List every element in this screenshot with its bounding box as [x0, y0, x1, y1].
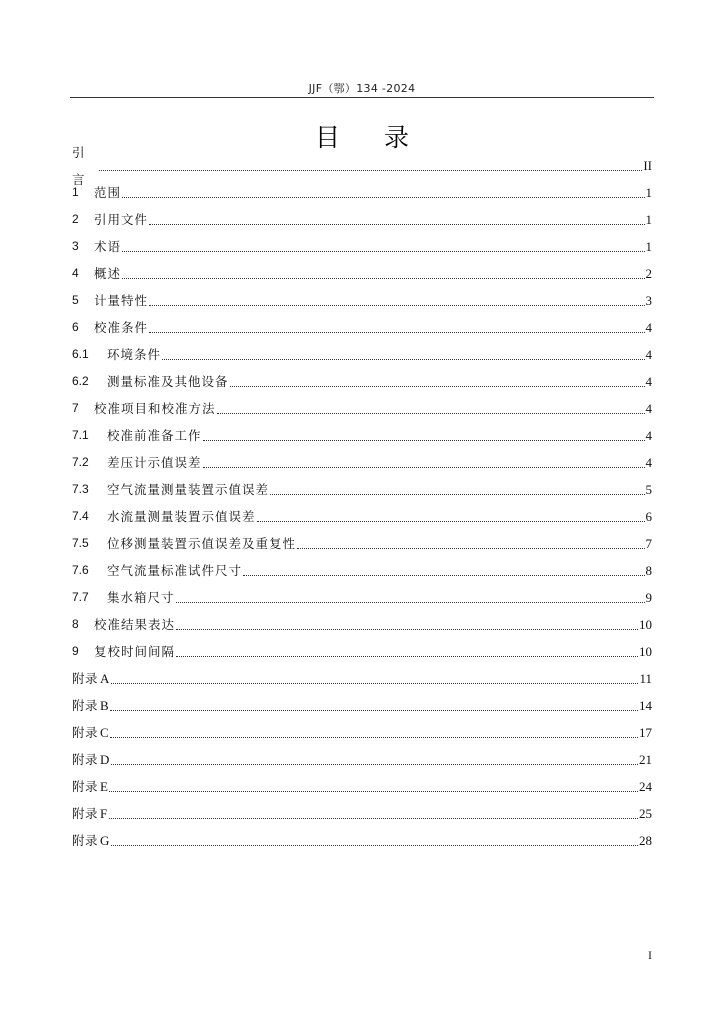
toc-entry-page-number: 2 — [645, 266, 652, 281]
toc-appendix-letter: F — [100, 806, 108, 821]
toc-dot-leader — [149, 332, 644, 333]
toc-entry-label — [94, 314, 148, 341]
toc-entry-page-number: 21 — [639, 752, 652, 767]
toc-entry-label — [72, 665, 110, 692]
toc-entry[interactable] — [72, 719, 652, 746]
toc-entry[interactable] — [72, 260, 652, 287]
toc-entry-label-text: 环境条件 — [107, 347, 162, 362]
toc-entry-number: 4 — [72, 266, 79, 280]
toc-entry-label — [107, 368, 229, 395]
toc-dot-leader — [111, 845, 638, 846]
toc-entry-page-number: 10 — [639, 617, 652, 632]
toc-entry[interactable] — [72, 692, 652, 719]
toc-entry[interactable] — [72, 611, 652, 638]
toc-entry-number: 7.1 — [72, 428, 89, 442]
toc-entry-label — [94, 611, 175, 638]
toc-entry[interactable] — [72, 206, 652, 233]
toc-dot-leader — [111, 683, 639, 684]
toc-entry[interactable] — [72, 341, 652, 368]
toc-entry-label-text: 附录 — [72, 779, 99, 794]
toc-entry[interactable] — [72, 827, 652, 854]
toc-entry-label-text: 集水箱尺寸 — [107, 590, 175, 605]
document-code-header: JJF（鄂）134 -2024 — [308, 82, 416, 95]
toc-entry-label — [94, 179, 121, 206]
toc-entry-label-text: 位移测量装置示值误差及重复性 — [107, 536, 297, 551]
toc-entry[interactable] — [72, 638, 652, 665]
toc-dot-leader — [176, 602, 645, 603]
toc-dot-leader — [99, 170, 642, 171]
toc-entry-label — [107, 530, 296, 557]
toc-appendix-letter: B — [100, 698, 110, 713]
toc-entry-number: 7.4 — [72, 509, 89, 523]
toc-entry[interactable] — [72, 773, 652, 800]
toc-entry[interactable] — [72, 368, 652, 395]
toc-dot-leader — [270, 494, 644, 495]
toc-entry-label-text: 校准前准备工作 — [107, 428, 202, 443]
toc-entry[interactable] — [72, 287, 652, 314]
toc-entry-label-text: 范围 — [94, 185, 122, 200]
toc-entry-label-text: 附录 — [72, 833, 99, 848]
toc-entry-label — [72, 692, 109, 719]
toc-dot-leader — [230, 386, 645, 387]
toc-entry[interactable] — [72, 476, 652, 503]
toc-entry-page-number: 4 — [645, 374, 652, 389]
toc-entry[interactable] — [72, 314, 652, 341]
toc-entry-page-number: 14 — [639, 698, 652, 713]
toc-entry[interactable] — [72, 665, 652, 692]
toc-entry-label-text: 附录 — [72, 698, 99, 713]
toc-entry-label — [72, 827, 110, 854]
toc-entry-number: 7.3 — [72, 482, 89, 496]
toc-appendix-letter: E — [100, 779, 109, 794]
header-divider — [70, 97, 654, 98]
toc-entry[interactable] — [72, 503, 652, 530]
toc-entry-label-text: 术语 — [94, 239, 122, 254]
toc-entry-label — [107, 341, 161, 368]
toc-entry-label-text: 计量特性 — [94, 293, 149, 308]
toc-entry-page-number: II — [643, 158, 652, 173]
toc-entry[interactable] — [72, 449, 652, 476]
toc-entry[interactable] — [72, 395, 652, 422]
toc-entry-label — [107, 557, 242, 584]
toc-entry-number: 2 — [72, 212, 79, 226]
toc-entry-label — [72, 800, 108, 827]
toc-entry-label-text: 校准条件 — [94, 320, 149, 335]
toc-dot-leader — [203, 467, 645, 468]
toc-entry[interactable] — [72, 557, 652, 584]
toc-dot-leader — [149, 224, 644, 225]
toc-entry-page-number: 3 — [645, 293, 652, 308]
toc-entry-label — [107, 449, 202, 476]
toc-entry-label — [94, 287, 148, 314]
toc-entry-number: 7.2 — [72, 455, 89, 469]
toc-dot-leader — [122, 251, 644, 252]
toc-appendix-letter: C — [100, 725, 110, 740]
toc-entry-page-number: 4 — [645, 320, 652, 335]
toc-entry-label — [107, 584, 175, 611]
footer-page-number: I — [648, 948, 652, 962]
toc-entry-label — [72, 773, 108, 800]
toc-entry[interactable] — [72, 800, 652, 827]
toc-entry-number: 6.1 — [72, 347, 89, 361]
toc-entry[interactable] — [72, 746, 652, 773]
toc-entry-label-text: 校准项目和校准方法 — [94, 401, 216, 416]
toc-entry-number: 1 — [72, 185, 79, 199]
toc-entry-number: 6 — [72, 320, 79, 334]
toc-entry-label — [94, 206, 148, 233]
toc-dot-leader — [122, 197, 644, 198]
toc-entry[interactable] — [72, 530, 652, 557]
toc-entry-label-text: 校准结果表达 — [94, 617, 176, 632]
toc-entry-page-number: 1 — [645, 239, 652, 254]
toc-entry-label-text: 测量标准及其他设备 — [107, 374, 229, 389]
toc-entry[interactable] — [72, 422, 652, 449]
toc-entry[interactable] — [72, 144, 652, 187]
toc-entry-page-number: 7 — [645, 536, 652, 551]
toc-dot-leader — [109, 791, 638, 792]
toc-dot-leader — [109, 818, 638, 819]
toc-entry-label — [94, 638, 175, 665]
toc-entry-number: 8 — [72, 617, 79, 631]
toc-dot-leader — [110, 737, 638, 738]
toc-appendix-letter: A — [100, 671, 110, 686]
toc-dot-leader — [257, 521, 645, 522]
toc-entry-label-text: 引用文件 — [94, 212, 149, 227]
toc-entry-label-text: 附录 — [72, 752, 99, 767]
toc-dot-leader — [217, 413, 645, 414]
toc-entry-label — [94, 260, 121, 287]
toc-entry-page-number: 1 — [645, 212, 652, 227]
toc-entry-page-number: 11 — [639, 671, 652, 686]
toc-entry-label — [72, 719, 109, 746]
toc-entry-number: 5 — [72, 293, 79, 307]
table-of-contents — [72, 144, 652, 854]
toc-entry-label — [94, 233, 121, 260]
toc-entry[interactable] — [72, 179, 652, 206]
toc-entry-label-text: 水流量测量装置示值误差 — [107, 509, 256, 524]
toc-appendix-letter: D — [100, 752, 110, 767]
toc-dot-leader — [243, 575, 644, 576]
toc-entry-page-number: 8 — [645, 563, 652, 578]
toc-entry-page-number: 25 — [639, 806, 652, 821]
toc-entry-number: 引 言 — [72, 144, 98, 187]
toc-entry-label — [107, 503, 256, 530]
toc-dot-leader — [149, 305, 644, 306]
toc-dot-leader — [176, 629, 638, 630]
toc-entry-page-number: 10 — [639, 644, 652, 659]
toc-entry-page-number: 24 — [639, 779, 652, 794]
toc-dot-leader — [122, 278, 644, 279]
toc-entry[interactable] — [72, 584, 652, 611]
toc-entry-page-number: 9 — [645, 590, 652, 605]
toc-entry-number: 9 — [72, 644, 79, 658]
toc-entry-number: 7.6 — [72, 563, 89, 577]
toc-dot-leader — [203, 440, 645, 441]
toc-entry-number: 3 — [72, 239, 79, 253]
toc-entry-page-number: 4 — [645, 455, 652, 470]
toc-appendix-letter: G — [100, 833, 110, 848]
toc-entry-label — [107, 476, 269, 503]
toc-dot-leader — [162, 359, 644, 360]
toc-entry-label-text: 概述 — [94, 266, 122, 281]
toc-entry-number: 7.5 — [72, 536, 89, 550]
toc-entry-page-number: 4 — [645, 401, 652, 416]
toc-entry-page-number: 1 — [645, 185, 652, 200]
toc-dot-leader — [110, 710, 638, 711]
toc-entry-page-number: 4 — [645, 347, 652, 362]
toc-entry-label-text: 附录 — [72, 671, 99, 686]
toc-entry-label-text: 空气流量标准试件尺寸 — [107, 563, 243, 578]
toc-entry[interactable] — [72, 233, 652, 260]
toc-entry-label — [72, 746, 110, 773]
page-title: 目 录 — [315, 123, 427, 152]
toc-entry-number: 7 — [72, 401, 79, 415]
toc-entry-label-text: 复校时间间隔 — [94, 644, 176, 659]
toc-entry-page-number: 17 — [639, 725, 652, 740]
toc-dot-leader — [297, 548, 644, 549]
toc-entry-page-number: 6 — [645, 509, 652, 524]
toc-dot-leader — [176, 656, 638, 657]
toc-entry-page-number: 28 — [639, 833, 652, 848]
toc-dot-leader — [111, 764, 638, 765]
toc-entry-label — [107, 422, 202, 449]
toc-entry-number: 6.2 — [72, 374, 89, 388]
toc-entry-label-text: 附录 — [72, 806, 99, 821]
toc-entry-label-text: 附录 — [72, 725, 99, 740]
toc-entry-page-number: 4 — [645, 428, 652, 443]
toc-entry-number: 7.7 — [72, 590, 89, 604]
toc-entry-page-number: 5 — [645, 482, 652, 497]
toc-entry-label-text: 差压计示值误差 — [107, 455, 202, 470]
toc-entry-label-text: 空气流量测量装置示值误差 — [107, 482, 270, 497]
toc-entry-label — [94, 395, 216, 422]
